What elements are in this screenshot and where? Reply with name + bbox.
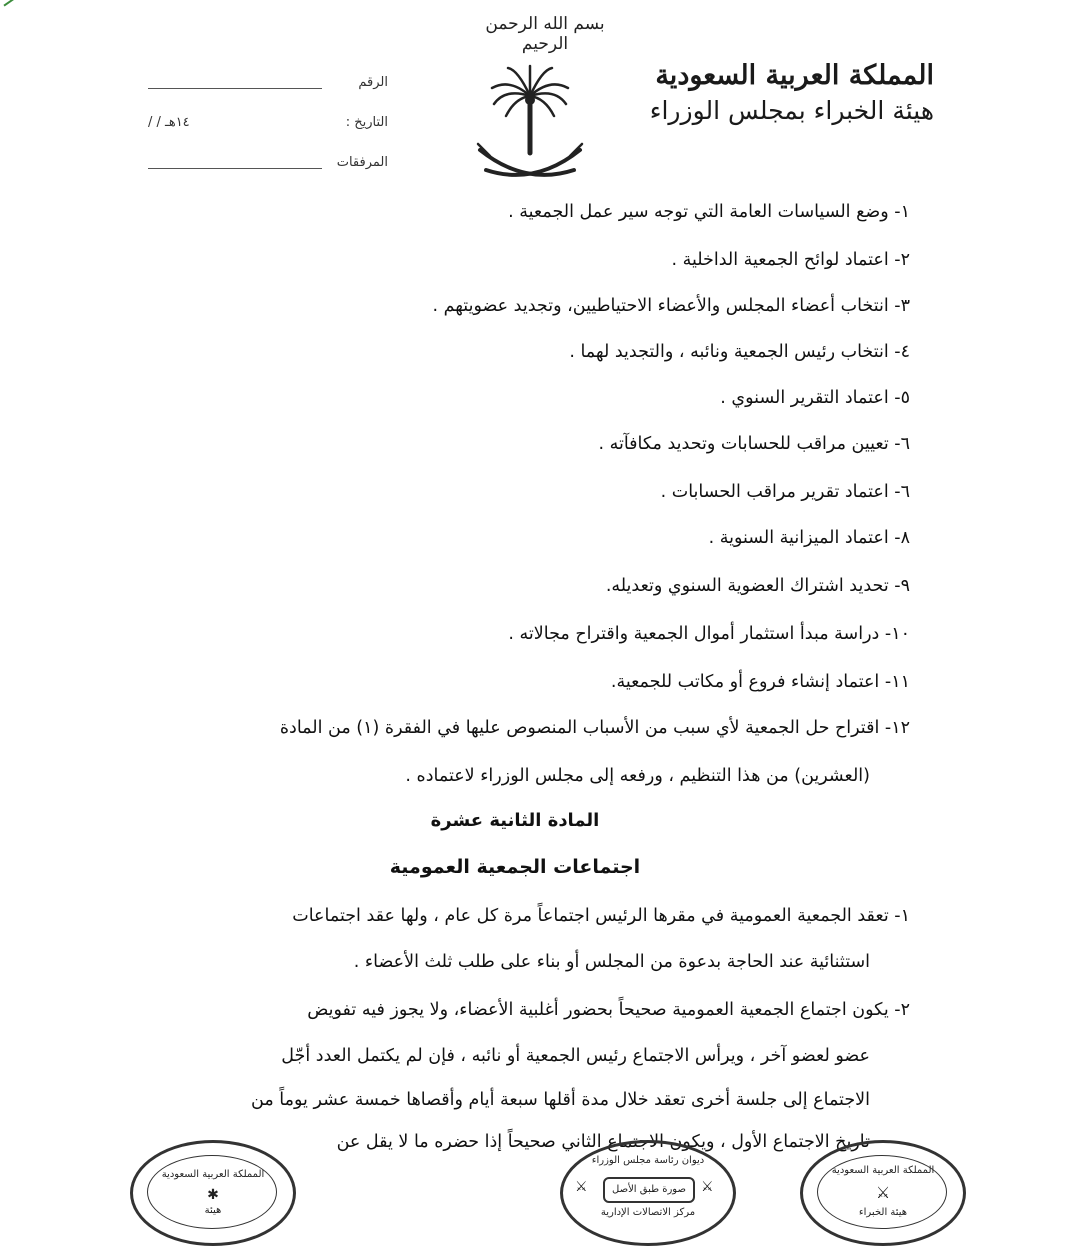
paragraph-line: عضو لعضو آخر ، ويرأس الاجتماع رئيس الجمعية أو نائبه ، فإن لم يكتمل العدد أجّل: [281, 1046, 870, 1066]
article-title: المادة الثانية عشرة: [430, 810, 600, 831]
paragraph-line: ١- تعقد الجمعية العمومية في مقرها الرئيس اجتماعاً مرة كل عام ، ولها عقد اجتماعات: [292, 906, 910, 926]
right-seal-text: المملكة العربية السعودية: [831, 1165, 935, 1176]
star-icon: ✱: [207, 1187, 219, 1203]
saudi-emblem-icon: [470, 58, 590, 188]
list-item: ١٢- اقتراح حل الجمعية لأي سبب من الأسباب المنصوص عليها في الفقرة (١) من المادة: [279, 718, 910, 738]
emblem-small-icon: ⚔: [575, 1179, 588, 1195]
list-item: ٢- اعتماد لوائح الجمعية الداخلية .: [671, 250, 910, 270]
list-item: ١- وضع السياسات العامة التي توجه سير عمل الجمعية .: [508, 202, 910, 222]
organization-name: [644, 58, 934, 128]
date-row: [148, 102, 388, 142]
center-stamp-line1: ديوان رئاسة مجلس الوزراء: [591, 1155, 705, 1166]
article-subtitle: اجتماعات الجمعية العمومية: [389, 856, 641, 878]
center-certification-stamp: [560, 1140, 736, 1246]
paragraph-line: الاجتماع إلى جلسة أخرى تعقد خلال مدة أقلها سبعة أيام وأقصاها خمسة عشر يوماً من: [251, 1090, 870, 1110]
date-label: التاريخ :: [345, 114, 388, 130]
org-country: المملكة العربية السعودية: [655, 60, 934, 91]
document-metadata: [148, 62, 388, 182]
ref-label: الرقم: [358, 74, 388, 90]
list-item: ٥- اعتماد التقرير السنوي .: [720, 388, 910, 408]
attachments-row: [148, 142, 388, 182]
paragraph-line: ٢- يكون اجتماع الجمعية العمومية صحيحاً بحضور أغلبية الأعضاء، ولا يجوز فيه تفويض: [307, 1000, 910, 1020]
list-item: ٦- تعيين مراقب للحسابات وتحديد مكافآته .: [598, 434, 910, 454]
basmala: بسم الله الرحمن الرحيم: [485, 14, 605, 54]
left-seal-sub: هيئة: [204, 1205, 222, 1216]
ref-line: [148, 76, 322, 89]
left-seal-text: المملكة العربية السعودية: [161, 1169, 265, 1180]
list-item-continuation: (العشرين) من هذا التنظيم ، ورفعه إلى مجلس الوزراء لاعتماده .: [405, 766, 870, 786]
list-item: ٦- اعتماد تقرير مراقب الحسابات .: [660, 482, 910, 502]
corner-mark: [0, 0, 18, 7]
org-authority: هيئة الخبراء بمجلس الوزراء: [649, 96, 934, 125]
list-item: ١٠- دراسة مبدأ استثمار أموال الجمعية واقتراح مجالاته .: [508, 624, 910, 644]
left-seal-stamp: [130, 1140, 296, 1246]
right-seal-stamp: [800, 1140, 966, 1246]
paragraph-line: تاريخ الاجتماع الأول ، ويكون الاجتماع الثاني صحيحاً إذا حضره ما لا يقل عن: [336, 1132, 870, 1152]
right-seal-sub: هيئة الخبراء: [858, 1207, 908, 1218]
center-stamp-box: صورة طبق الأصل: [603, 1177, 695, 1203]
list-item: ٩- تحديد اشتراك العضوية السنوي وتعديله.: [605, 576, 910, 596]
list-item: ٨- اعتماد الميزانية السنوية .: [708, 528, 910, 548]
paragraph-line: استثنائية عند الحاجة بدعوة من المجلس أو بناء على طلب ثلث الأعضاء .: [353, 952, 870, 972]
attachments-label: المرفقات: [336, 154, 388, 170]
list-item: ١١- اعتماد إنشاء فروع أو مكاتب للجمعية.: [610, 672, 910, 692]
list-item: ٣- انتخاب أعضاء المجلس والأعضاء الاحتياطيين، وتجديد عضويتهم .: [432, 296, 910, 316]
list-item: ٤- انتخاب رئيس الجمعية ونائبه ، والتجديد لهما .: [569, 342, 910, 362]
center-stamp-line3: مركز الاتصالات الإدارية: [600, 1207, 696, 1218]
emblem-small-icon: ⚔: [701, 1179, 714, 1195]
emblem-small-icon: ⚔: [875, 1183, 891, 1202]
attachments-line: [148, 156, 322, 169]
date-value: / / ١٤هـ: [148, 114, 190, 130]
ref-row: [148, 62, 388, 102]
